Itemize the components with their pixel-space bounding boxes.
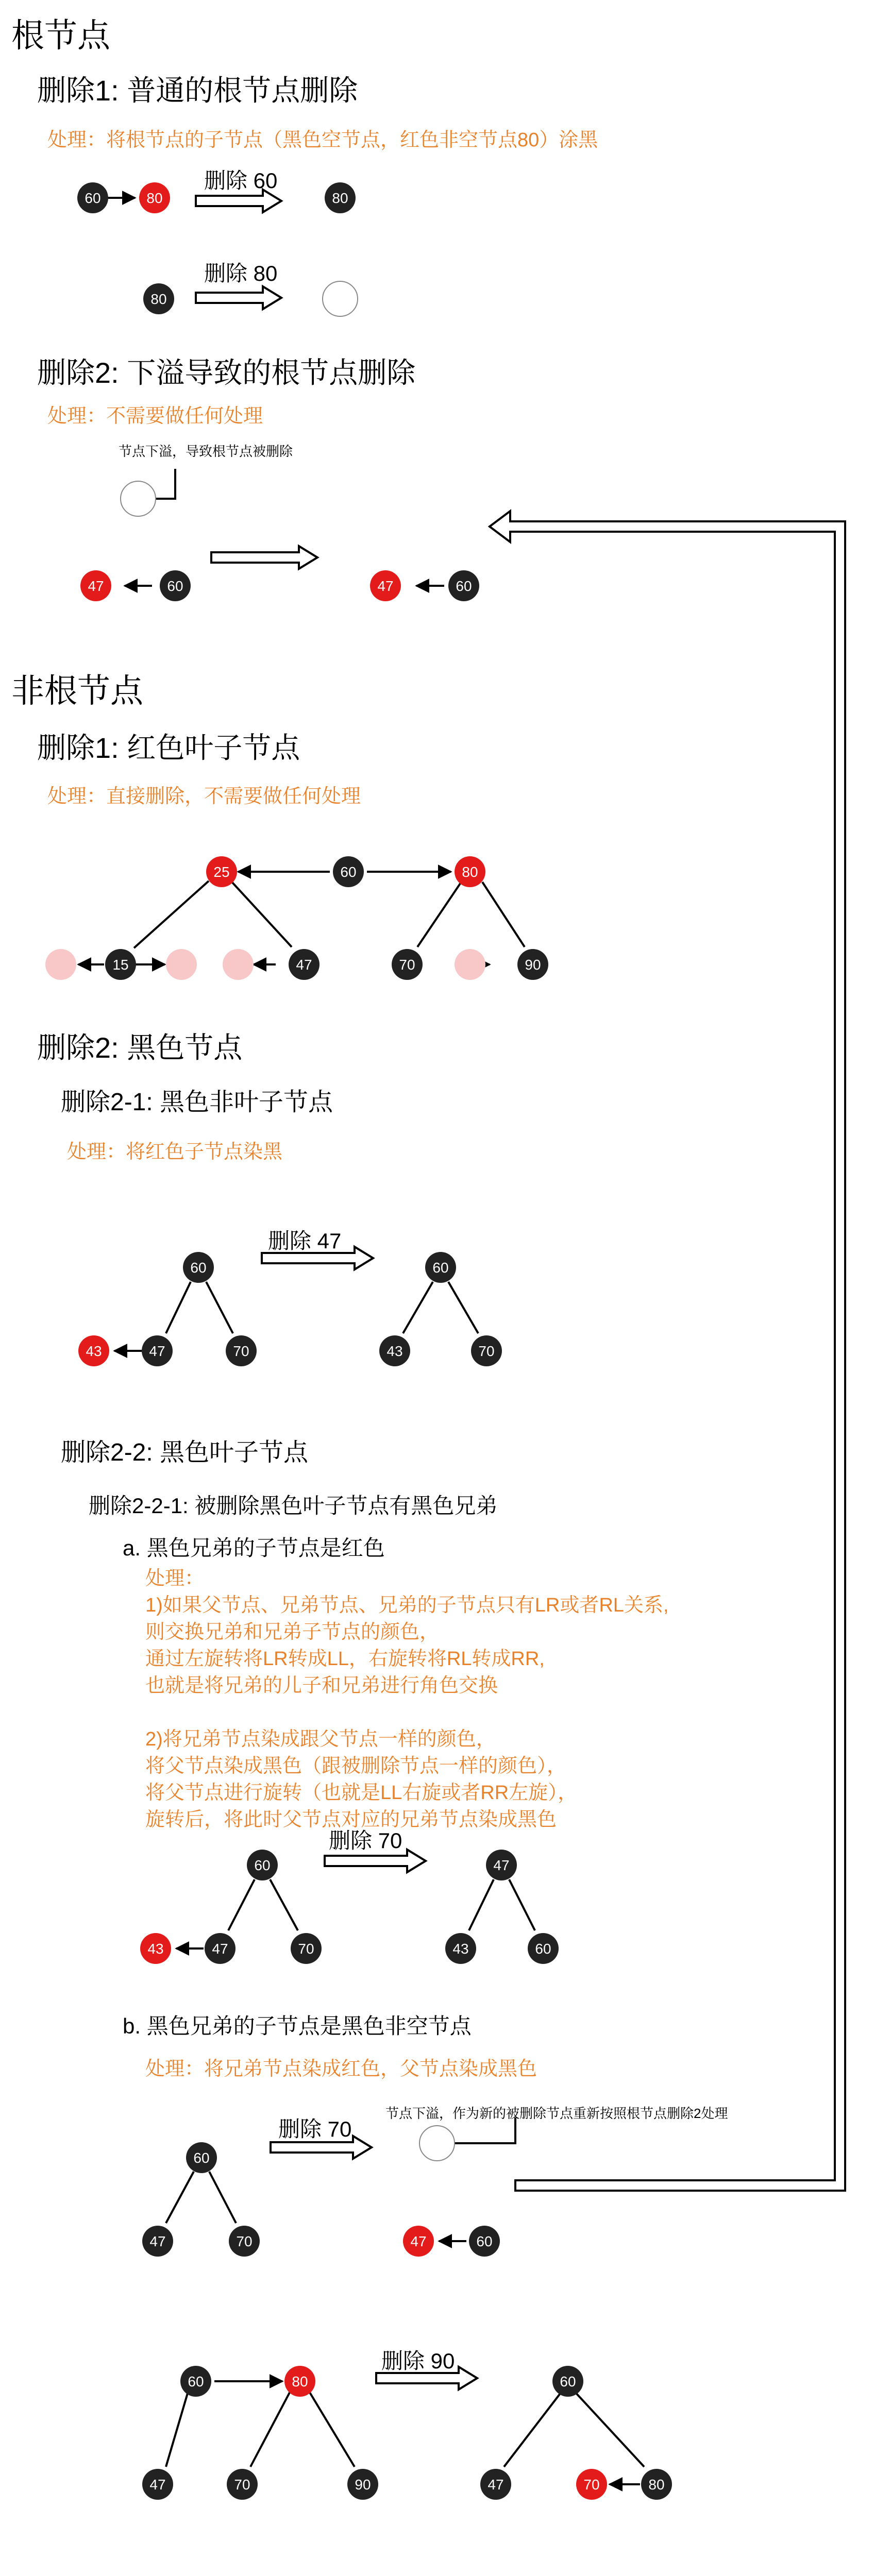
arrow-case-b2 [376, 2367, 477, 2389]
node-s1-47 [142, 1335, 173, 1366]
node-80-b [143, 283, 174, 314]
node-b1a-47-red [403, 2226, 434, 2257]
svg-text:60: 60 [193, 2150, 210, 2166]
node-b1-empty [419, 2126, 455, 2161]
node-80-after [325, 182, 356, 213]
svg-text:60: 60 [188, 2374, 204, 2389]
svg-text:47: 47 [493, 1857, 510, 1873]
edge-a-47-60b [509, 1879, 535, 1930]
svg-text:43: 43 [86, 1343, 102, 1359]
node-aa-47 [486, 1850, 517, 1880]
case-b-op1: 删除 70 [278, 2117, 352, 2141]
node-47 [289, 949, 320, 980]
svg-text:47: 47 [149, 2233, 166, 2249]
edge-80-70 [417, 882, 461, 947]
svg-text:60: 60 [432, 1260, 449, 1276]
svg-text:25: 25 [213, 864, 230, 880]
case-b-note1: 节点下溢，作为新的被删除节点重新按照根节点删除2处理 [385, 2106, 728, 2121]
edges [78, 198, 836, 2576]
svg-text:80: 80 [146, 190, 163, 206]
node-b2-47 [142, 2469, 173, 2500]
node-b2-80-red [284, 2366, 315, 2397]
nonroot-case2-title: 删除2: 黑色节点 [37, 1031, 243, 1064]
svg-text:60: 60 [190, 1260, 207, 1276]
sub221-title: 删除2-2-1: 被删除黑色叶子节点有黑色兄弟 [89, 1494, 498, 1518]
edge-25-47 [232, 882, 292, 947]
node-80-red-tree [455, 856, 485, 887]
root-section-title: 根节点 [11, 17, 110, 54]
root-case1-desc: 处理：将根节点的子节点（黑色空节点，红色非空节点80）涂黑 [47, 129, 598, 151]
node-s1a-43 [379, 1335, 410, 1366]
edge-b2-80-90 [309, 2392, 355, 2467]
svg-text:60: 60 [254, 1857, 271, 1873]
svg-text:60: 60 [560, 2374, 576, 2389]
sub2-title: 删除2-2: 黑色叶子节点 [61, 1439, 309, 1466]
edge-b2-60-47 [166, 2392, 188, 2467]
edge-a-47-43b [469, 1879, 494, 1930]
hollow-arrows [196, 190, 845, 2576]
root-case2-title: 删除2: 下溢导致的根节点删除 [37, 357, 416, 389]
node-b1a-60 [469, 2226, 500, 2257]
svg-text:60: 60 [535, 1941, 551, 1957]
svg-text:47: 47 [488, 2477, 504, 2493]
svg-text:80: 80 [332, 190, 348, 206]
sub1-desc: 处理：将红色子节点染黑 [67, 1141, 283, 1163]
root-case1-op2: 删除 80 [204, 261, 278, 285]
node-empty-b [323, 281, 358, 316]
edge-b1-note [453, 2117, 515, 2143]
svg-text:80: 80 [292, 2374, 308, 2389]
node-a-70 [291, 1933, 322, 1964]
edge-s1a-60-70 [448, 1282, 478, 1333]
node-b2a-60 [552, 2366, 583, 2397]
node-b2a-80 [641, 2469, 672, 2500]
arrow-root-c1-b [196, 286, 281, 309]
svg-text:90: 90 [525, 957, 541, 973]
node-s1-70 [226, 1335, 257, 1366]
edge-b2a-60-80 [575, 2392, 644, 2467]
edge-a-60-70 [270, 1879, 298, 1930]
svg-text:43: 43 [452, 1941, 469, 1957]
arrow-root-c2 [211, 546, 317, 569]
svg-text:60: 60 [340, 864, 357, 880]
node-aa-43 [445, 1933, 476, 1964]
node-b2-90 [347, 2469, 378, 2500]
node-s1-60 [183, 1252, 214, 1283]
root-case2-desc: 处理：不需要做任何处理 [47, 405, 263, 427]
edge-a-60-47 [228, 1879, 255, 1930]
edge-80-90 [482, 882, 525, 947]
case-b-title: b. 黑色兄弟的子节点是黑色非空节点 [123, 2014, 472, 2038]
node-70 [392, 949, 423, 980]
node-15 [105, 949, 136, 980]
nonroot-case1-desc: 处理：直接删除，不需要做任何处理 [47, 786, 361, 807]
svg-text:80: 80 [462, 864, 478, 880]
svg-text:47: 47 [88, 578, 104, 594]
svg-text:70: 70 [233, 1343, 249, 1359]
node-pink-3 [223, 949, 254, 980]
node-60 [77, 182, 108, 213]
node-pink-2 [166, 949, 197, 980]
case-b-desc: 处理：将兄弟节点染成红色，父节点染成黑色 [145, 2058, 537, 2080]
edge-b1-60-70 [209, 2172, 236, 2223]
node-90 [517, 949, 548, 980]
node-aa-60 [528, 1933, 559, 1964]
edge-b1-60-47 [166, 2172, 194, 2223]
node-b2-70 [227, 2469, 258, 2500]
edge-s1-60-70 [206, 1282, 233, 1333]
node-a-43-red [140, 1933, 171, 1964]
svg-text:47: 47 [377, 578, 394, 594]
edge-underflow-note [156, 469, 175, 499]
node-47-red-after [370, 570, 401, 601]
sub1-op: 删除 47 [268, 1229, 342, 1253]
edge-b2a-60-47 [504, 2392, 562, 2467]
svg-text:43: 43 [147, 1941, 164, 1957]
edge-s1-60-47 [166, 1282, 191, 1333]
root-case2-note: 节点下溢，导致根节点被删除 [119, 444, 293, 459]
node-b2a-47 [480, 2469, 511, 2500]
svg-text:47: 47 [296, 957, 312, 973]
arrow-case-b1 [271, 2136, 372, 2159]
sub1-title: 删除2-1: 黑色非叶子节点 [61, 1089, 333, 1116]
svg-text:70: 70 [234, 2477, 250, 2493]
node-a-60 [247, 1850, 278, 1880]
svg-text:80: 80 [150, 291, 167, 307]
nodes [45, 182, 860, 2576]
svg-text:47: 47 [410, 2233, 427, 2249]
svg-text:47: 47 [149, 2477, 166, 2493]
arrow-sub1 [262, 1247, 373, 1269]
nonroot-case1-title: 删除1: 红色叶子节点 [37, 732, 300, 764]
node-b2-60 [180, 2366, 211, 2397]
node-s1a-60 [425, 1252, 456, 1283]
arrow-root-c1-a [196, 190, 281, 212]
svg-text:70: 70 [236, 2233, 253, 2249]
root-case1-op1: 删除 60 [204, 168, 278, 193]
edge-b2-80-70 [250, 2392, 290, 2467]
node-s1-43-red [78, 1335, 109, 1366]
svg-text:70: 70 [298, 1941, 314, 1957]
node-60-c2-after [448, 570, 479, 601]
case-a-desc: 处理： 1)如果父节点、兄弟节点、兄弟的子节点只有LR或者RL关系, 则交换兄弟和兄弟子节点的颜色， 通过左旋转将LR转成LL，右旋转将RL转成RR, 也就是将兄弟的儿子和兄弟进行角色交换 2)将兄弟节点染成跟父节点一样的颜色， 将父节点染成黑色（跟被删除节点一样的颜色）， 将父节点进行旋转（也就是LL右旋或者RR左旋）， 旋转后，将此时父节点对应的兄弟节点染成黑色 [145, 1568, 669, 1831]
arrow-case-a [325, 1850, 426, 1872]
svg-text:60: 60 [85, 190, 101, 206]
node-pink-1 [45, 949, 76, 980]
node-b1-60 [186, 2142, 217, 2173]
svg-text:90: 90 [355, 2477, 371, 2493]
root-case1-title: 删除1: 普通的根节点删除 [37, 74, 358, 107]
svg-text:60: 60 [167, 578, 183, 594]
svg-text:43: 43 [386, 1343, 403, 1359]
node-b1-47 [142, 2226, 173, 2257]
svg-text:15: 15 [112, 957, 129, 973]
node-s1a-70 [471, 1335, 502, 1366]
svg-text:60: 60 [456, 578, 472, 594]
node-80-red [139, 182, 170, 213]
svg-text:70: 70 [478, 1343, 495, 1359]
node-60-c2 [160, 570, 191, 601]
node-pink-4 [455, 949, 485, 980]
svg-text:47: 47 [212, 1941, 228, 1957]
node-47-red [80, 570, 111, 601]
svg-text:60: 60 [476, 2233, 493, 2249]
node-25-red [206, 856, 237, 887]
case-b-op2: 删除 90 [381, 2349, 455, 2373]
case-a-title: a. 黑色兄弟的子节点是红色 [123, 1536, 385, 1560]
node-b2a-70-red [576, 2469, 607, 2500]
edge-25-15 [134, 881, 209, 948]
edge-s1a-60-43 [403, 1282, 433, 1333]
svg-text:70: 70 [583, 2477, 600, 2493]
svg-text:47: 47 [149, 1343, 165, 1359]
svg-text:80: 80 [648, 2477, 665, 2493]
node-b1-70 [229, 2226, 260, 2257]
node-a-47 [205, 1933, 236, 1964]
svg-text:70: 70 [399, 957, 415, 973]
node-60-root [333, 856, 364, 887]
nonroot-section-title: 非根节点 [11, 672, 143, 709]
case-a-op: 删除 70 [329, 1828, 402, 1853]
node-empty-underflow [121, 481, 156, 516]
